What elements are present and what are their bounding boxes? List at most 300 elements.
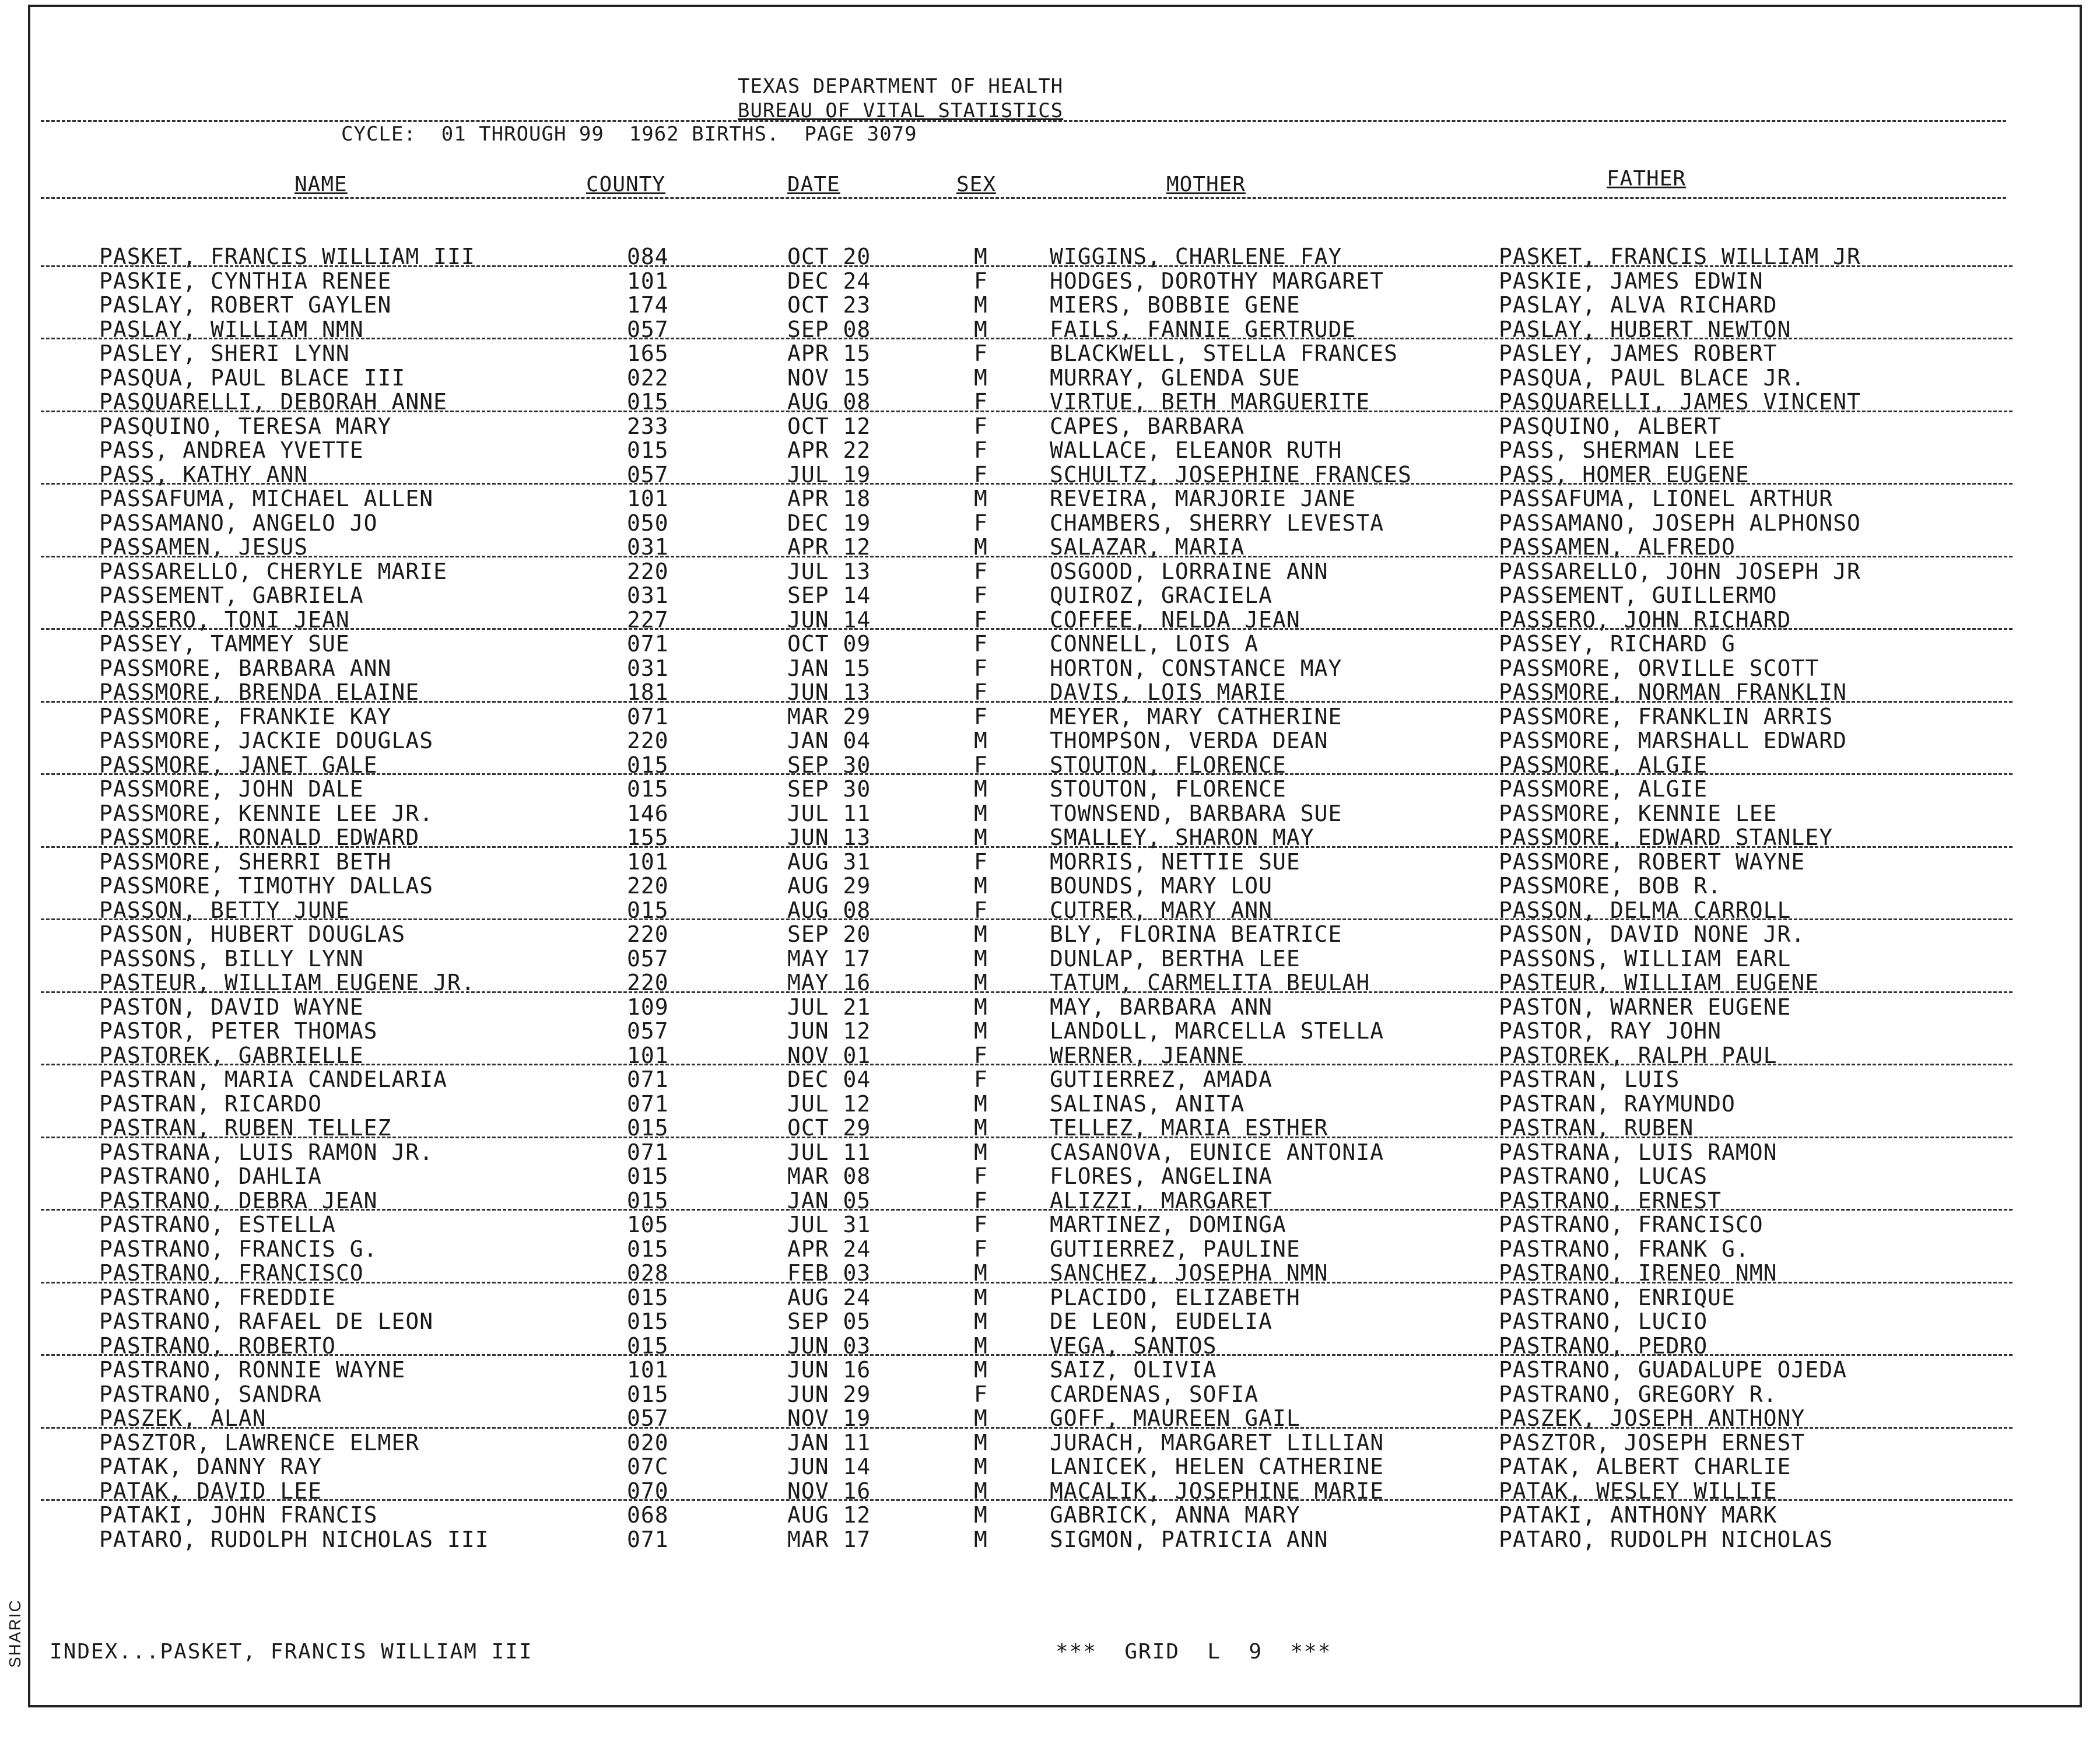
cell-name: PASSMORE, BARBARA ANN bbox=[99, 655, 392, 681]
cell-father: PASSMORE, MARSHALL EDWARD bbox=[1499, 728, 1847, 753]
cell-father: PASSMORE, NORMAN FRANKLIN bbox=[1499, 679, 1847, 705]
cell-county: 057 bbox=[627, 1018, 669, 1044]
table-row bbox=[0, 342, 2100, 366]
cell-father: PASSEY, RICHARD G bbox=[1499, 631, 1736, 657]
cell-county: 220 bbox=[627, 970, 669, 995]
cell-father: PASSONS, WILLIAM EARL bbox=[1499, 945, 1792, 972]
cell-name: PASTOREK, GABRIELLE bbox=[99, 1042, 364, 1068]
cell-father: PASTRANO, GREGORY R. bbox=[1499, 1381, 1778, 1407]
cell-mother: FLORES, ANGELINA bbox=[1050, 1163, 1273, 1189]
cell-mother: WIGGINS, CHARLENE FAY bbox=[1050, 244, 1342, 269]
cell-date: JUL 11 bbox=[787, 1139, 871, 1165]
cell-mother: BLACKWELL, STELLA FRANCES bbox=[1050, 341, 1398, 366]
cell-date: MAY 17 bbox=[787, 945, 871, 972]
cell-mother: REVEIRA, MARJORIE JANE bbox=[1050, 486, 1356, 511]
cell-county: 084 bbox=[627, 244, 669, 269]
cell-name: PASTRANO, ESTELLA bbox=[99, 1212, 336, 1237]
cell-name: PASSMORE, BRENDA ELAINE bbox=[99, 679, 420, 705]
cell-date: SEP 08 bbox=[787, 316, 871, 342]
cell-date: SEP 30 bbox=[787, 752, 871, 778]
cell-sex: F bbox=[974, 1042, 988, 1068]
table-row bbox=[0, 899, 2100, 923]
cell-date: AUG 31 bbox=[787, 848, 871, 875]
cell-name: PASTRANO, DEBRA JEAN bbox=[99, 1187, 378, 1214]
cell-mother: MIERS, BOBBIE GENE bbox=[1050, 292, 1300, 318]
cell-mother: STOUTON, FLORENCE bbox=[1050, 776, 1286, 802]
cell-sex: M bbox=[974, 534, 988, 560]
cell-date: OCT 12 bbox=[787, 413, 871, 439]
table-row bbox=[0, 560, 2100, 584]
cell-name: PASTRAN, RICARDO bbox=[99, 1090, 322, 1117]
cell-county: 015 bbox=[627, 1284, 669, 1310]
cell-mother: QUIROZ, GRACIELA bbox=[1050, 583, 1273, 608]
cell-date: APR 18 bbox=[787, 486, 871, 511]
cell-county: 050 bbox=[627, 510, 669, 536]
cell-sex: F bbox=[974, 1187, 988, 1214]
cell-date: JUL 19 bbox=[787, 461, 871, 488]
table-row bbox=[0, 535, 2100, 560]
column-header-rule bbox=[41, 197, 2006, 199]
table-row bbox=[0, 850, 2100, 875]
cell-name: PASSEY, TAMMEY SUE bbox=[99, 631, 350, 657]
cell-date: APR 22 bbox=[787, 437, 871, 463]
table-row bbox=[0, 971, 2100, 995]
cell-county: 057 bbox=[627, 1405, 669, 1431]
cell-father: PASTRANO, ERNEST bbox=[1499, 1187, 1722, 1214]
cell-father: PASSARELLO, JOHN JOSEPH JR bbox=[1499, 558, 1861, 584]
cell-county: 220 bbox=[627, 873, 669, 899]
cell-county: 015 bbox=[627, 1309, 669, 1334]
cell-date: JAN 05 bbox=[787, 1187, 871, 1214]
cell-father: PASSERO, JOHN RICHARD bbox=[1499, 606, 1792, 633]
cell-county: 015 bbox=[627, 1187, 669, 1214]
table-row bbox=[0, 826, 2100, 850]
table-row bbox=[0, 729, 2100, 753]
cell-sex: M bbox=[974, 364, 988, 391]
cell-county: 220 bbox=[627, 921, 669, 947]
table-row bbox=[0, 245, 2100, 269]
cell-sex: M bbox=[974, 728, 988, 753]
cell-father: PASTRANO, LUCAS bbox=[1499, 1163, 1708, 1189]
table-row bbox=[0, 1431, 2100, 1456]
cell-date: JUL 31 bbox=[787, 1212, 871, 1237]
cell-date: MAR 17 bbox=[787, 1526, 871, 1552]
cell-sex: M bbox=[974, 244, 988, 269]
cell-sex: F bbox=[974, 1163, 988, 1189]
cell-sex: F bbox=[974, 703, 988, 730]
cell-date: JUN 12 bbox=[787, 1018, 871, 1044]
table-row bbox=[0, 1261, 2100, 1286]
cell-father: PASTOR, RAY JOHN bbox=[1499, 1018, 1722, 1044]
cell-date: JAN 15 bbox=[787, 655, 871, 681]
cell-date: JUN 13 bbox=[787, 679, 871, 705]
cell-name: PATAKI, JOHN FRANCIS bbox=[99, 1502, 378, 1528]
cell-name: PASSAMANO, ANGELO JO bbox=[99, 510, 378, 536]
cell-mother: CUTRER, MARY ANN bbox=[1050, 897, 1273, 923]
cell-father: PASKIE, JAMES EDWIN bbox=[1499, 268, 1764, 294]
footer-grid: *** GRID L 9 *** bbox=[1056, 1640, 1332, 1664]
cell-mother: SAIZ, OLIVIA bbox=[1050, 1357, 1217, 1383]
cell-date: JUN 14 bbox=[787, 1454, 871, 1479]
cell-date: MAR 29 bbox=[787, 703, 871, 730]
cell-county: 070 bbox=[627, 1478, 669, 1504]
cell-mother: VEGA, SANTOS bbox=[1050, 1332, 1217, 1359]
cell-mother: ALIZZI, MARGARET bbox=[1050, 1187, 1273, 1214]
cell-father: PASTRANA, LUIS RAMON bbox=[1499, 1139, 1778, 1165]
cell-county: 031 bbox=[627, 583, 669, 608]
table-row bbox=[0, 923, 2100, 947]
table-row bbox=[0, 1310, 2100, 1334]
cell-sex: M bbox=[974, 1332, 988, 1359]
table-row bbox=[0, 1116, 2100, 1141]
table-row bbox=[0, 1455, 2100, 1479]
column-header-county: COUNTY bbox=[586, 173, 666, 197]
cell-county: 015 bbox=[627, 1236, 669, 1262]
cell-father: PASTRANO, FRANK G. bbox=[1499, 1236, 1750, 1262]
cell-sex: F bbox=[974, 606, 988, 633]
cell-name: PASZTOR, LAWRENCE ELMER bbox=[99, 1429, 420, 1456]
cell-sex: F bbox=[974, 268, 988, 294]
table-row bbox=[0, 1019, 2100, 1044]
cell-father: PASZTOR, JOSEPH ERNEST bbox=[1499, 1429, 1805, 1456]
cell-name: PATARO, RUDOLPH NICHOLAS III bbox=[99, 1526, 489, 1552]
cell-father: PASTRANO, FRANCISCO bbox=[1499, 1212, 1764, 1237]
cell-father: PASSAMANO, JOSEPH ALPHONSO bbox=[1499, 510, 1861, 536]
cell-county: 071 bbox=[627, 1090, 669, 1117]
cell-mother: MURRAY, GLENDA SUE bbox=[1050, 364, 1300, 391]
cell-mother: SIGMON, PATRICIA ANN bbox=[1050, 1526, 1328, 1552]
cell-mother: CAPES, BARBARA bbox=[1050, 413, 1245, 439]
cell-county: 146 bbox=[627, 800, 669, 826]
cell-name: PASKIE, CYNTHIA RENEE bbox=[99, 268, 392, 294]
table-row bbox=[0, 608, 2100, 633]
table-row bbox=[0, 439, 2100, 463]
cell-date: APR 24 bbox=[787, 1236, 871, 1262]
cell-county: 109 bbox=[627, 994, 669, 1020]
cell-county: 101 bbox=[627, 268, 669, 294]
cell-mother: HORTON, CONSTANCE MAY bbox=[1050, 655, 1342, 681]
cell-date: APR 15 bbox=[787, 341, 871, 366]
cell-date: JUN 16 bbox=[787, 1357, 871, 1383]
table-row bbox=[0, 463, 2100, 488]
cell-sex: F bbox=[974, 1381, 988, 1407]
cell-name: PASLAY, WILLIAM NMN bbox=[99, 316, 364, 342]
cell-name: PASLEY, SHERI LYNN bbox=[99, 341, 350, 366]
cell-name: PASTRANO, SANDRA bbox=[99, 1381, 322, 1407]
cell-sex: F bbox=[974, 461, 988, 488]
cell-date: NOV 15 bbox=[787, 364, 871, 391]
cell-mother: DAVIS, LOIS MARIE bbox=[1050, 679, 1286, 705]
header-rule bbox=[41, 120, 2006, 122]
table-row bbox=[0, 1286, 2100, 1310]
cell-county: 233 bbox=[627, 413, 669, 439]
cell-father: PASLAY, HUBERT NEWTON bbox=[1499, 316, 1792, 342]
cell-mother: SMALLEY, SHARON MAY bbox=[1050, 825, 1314, 850]
cell-county: 031 bbox=[627, 534, 669, 560]
cell-date: NOV 19 bbox=[787, 1405, 871, 1431]
table-row bbox=[0, 681, 2100, 705]
cell-date: SEP 14 bbox=[787, 583, 871, 608]
cell-date: APR 12 bbox=[787, 534, 871, 560]
cell-county: 015 bbox=[627, 1381, 669, 1407]
cell-name: PASSMORE, JACKIE DOUGLAS bbox=[99, 728, 434, 753]
cell-mother: WERNER, JEANNE bbox=[1050, 1042, 1245, 1068]
table-row bbox=[0, 390, 2100, 415]
cell-sex: F bbox=[974, 341, 988, 366]
cell-county: 015 bbox=[627, 437, 669, 463]
cell-county: 101 bbox=[627, 1357, 669, 1383]
cell-mother: TATUM, CARMELITA BEULAH bbox=[1050, 970, 1370, 995]
cell-sex: M bbox=[974, 970, 988, 995]
cell-sex: F bbox=[974, 510, 988, 536]
cell-county: 028 bbox=[627, 1260, 669, 1286]
table-row bbox=[0, 293, 2100, 318]
cell-county: 105 bbox=[627, 1212, 669, 1237]
cell-county: 015 bbox=[627, 752, 669, 778]
cell-mother: TELLEZ, MARIA ESTHER bbox=[1050, 1115, 1328, 1141]
cell-name: PASSARELLO, CHERYLE MARIE bbox=[99, 558, 447, 584]
table-row bbox=[0, 1165, 2100, 1189]
cell-name: PASZEK, ALAN bbox=[99, 1405, 267, 1431]
cell-sex: M bbox=[974, 1260, 988, 1286]
cell-county: 071 bbox=[627, 1139, 669, 1165]
cell-county: 071 bbox=[627, 1067, 669, 1092]
cell-date: OCT 29 bbox=[787, 1115, 871, 1141]
cell-name: PASTRANO, FRANCIS G. bbox=[99, 1236, 378, 1262]
cell-date: SEP 05 bbox=[787, 1309, 871, 1334]
cell-sex: M bbox=[974, 1309, 988, 1334]
cell-mother: CASANOVA, EUNICE ANTONIA bbox=[1050, 1139, 1384, 1165]
cell-sex: M bbox=[974, 1478, 988, 1504]
cell-date: NOV 01 bbox=[787, 1042, 871, 1068]
cell-sex: M bbox=[974, 1526, 988, 1552]
table-row bbox=[0, 995, 2100, 1020]
cell-father: PATAKI, ANTHONY MARK bbox=[1499, 1502, 1778, 1528]
cell-sex: M bbox=[974, 873, 988, 899]
table-row bbox=[0, 1479, 2100, 1504]
cell-name: PASTRAN, RUBEN TELLEZ bbox=[99, 1115, 392, 1141]
cell-name: PASSON, HUBERT DOUGLAS bbox=[99, 921, 406, 947]
cell-date: DEC 04 bbox=[787, 1067, 871, 1092]
cell-sex: F bbox=[974, 1212, 988, 1237]
cell-date: MAR 08 bbox=[787, 1163, 871, 1189]
cell-father: PASSON, DAVID NONE JR. bbox=[1499, 921, 1805, 947]
cell-name: PASS, ANDREA YVETTE bbox=[99, 437, 364, 463]
cell-sex: F bbox=[974, 389, 988, 415]
cell-mother: LANICEK, HELEN CATHERINE bbox=[1050, 1454, 1384, 1479]
footer-index: INDEX...PASKET, FRANCIS WILLIAM III bbox=[50, 1640, 533, 1664]
cell-mother: WALLACE, ELEANOR RUTH bbox=[1050, 437, 1342, 463]
cell-father: PASTRAN, LUIS bbox=[1499, 1067, 1680, 1092]
cell-mother: CONNELL, LOIS A bbox=[1050, 631, 1259, 657]
cell-county: 220 bbox=[627, 728, 669, 753]
cell-date: OCT 23 bbox=[787, 292, 871, 318]
cell-mother: CHAMBERS, SHERRY LEVESTA bbox=[1050, 510, 1384, 536]
cell-county: 101 bbox=[627, 848, 669, 875]
cell-name: PASTRANO, RAFAEL DE LEON bbox=[99, 1309, 434, 1334]
cell-father: PATAK, WESLEY WILLIE bbox=[1499, 1478, 1778, 1504]
cell-sex: F bbox=[974, 897, 988, 923]
column-header-mother: MOTHER bbox=[1166, 173, 1246, 197]
table-row bbox=[0, 1044, 2100, 1068]
cell-county: 057 bbox=[627, 316, 669, 342]
table-row bbox=[0, 1092, 2100, 1117]
cell-father: PASTRANO, PEDRO bbox=[1499, 1332, 1708, 1359]
cell-date: SEP 20 bbox=[787, 921, 871, 947]
births-table bbox=[0, 245, 2100, 1552]
cell-name: PASSEMENT, GABRIELA bbox=[99, 583, 364, 608]
table-row bbox=[0, 632, 2100, 657]
cell-date: DEC 19 bbox=[787, 510, 871, 536]
cell-sex: M bbox=[974, 1429, 988, 1456]
table-row bbox=[0, 753, 2100, 778]
cell-mother: CARDENAS, SOFIA bbox=[1050, 1381, 1259, 1407]
cell-father: PASSAFUMA, LIONEL ARTHUR bbox=[1499, 486, 1833, 511]
cell-father: PASLAY, ALVA RICHARD bbox=[1499, 292, 1778, 318]
cell-name: PASTEUR, WILLIAM EUGENE JR. bbox=[99, 970, 475, 995]
cell-sex: M bbox=[974, 1502, 988, 1528]
cell-date: AUG 08 bbox=[787, 389, 871, 415]
column-header-father: FATHER bbox=[1607, 167, 1687, 191]
table-row bbox=[0, 1141, 2100, 1165]
table-row bbox=[0, 1407, 2100, 1431]
table-row bbox=[0, 1334, 2100, 1359]
cell-mother: STOUTON, FLORENCE bbox=[1050, 752, 1286, 778]
table-row bbox=[0, 777, 2100, 802]
cell-mother: LANDOLL, MARCELLA STELLA bbox=[1050, 1018, 1384, 1044]
cell-father: PASQUINO, ALBERT bbox=[1499, 413, 1722, 439]
cell-date: JUL 13 bbox=[787, 558, 871, 584]
cell-sex: F bbox=[974, 437, 988, 463]
cell-sex: M bbox=[974, 994, 988, 1020]
cell-mother: COFFEE, NELDA JEAN bbox=[1050, 606, 1300, 633]
cell-date: JAN 11 bbox=[787, 1429, 871, 1456]
cell-sex: M bbox=[974, 486, 988, 511]
cell-mother: THOMPSON, VERDA DEAN bbox=[1050, 728, 1328, 753]
cell-county: 015 bbox=[627, 897, 669, 923]
cell-father: PASSMORE, ALGIE bbox=[1499, 776, 1708, 802]
cell-name: PASTRANO, RONNIE WAYNE bbox=[99, 1357, 406, 1383]
table-row bbox=[0, 874, 2100, 899]
cell-mother: MEYER, MARY CATHERINE bbox=[1050, 703, 1342, 730]
cell-county: 031 bbox=[627, 655, 669, 681]
cell-father: PASSMORE, FRANKLIN ARRIS bbox=[1499, 703, 1833, 730]
cell-name: PASTRANO, DAHLIA bbox=[99, 1163, 322, 1189]
cell-mother: SALINAS, ANITA bbox=[1050, 1090, 1245, 1117]
cell-county: 181 bbox=[627, 679, 669, 705]
cell-sex: F bbox=[974, 679, 988, 705]
cell-date: OCT 09 bbox=[787, 631, 871, 657]
cell-county: 015 bbox=[627, 776, 669, 802]
cell-mother: DUNLAP, BERTHA LEE bbox=[1050, 945, 1300, 972]
cell-date: SEP 30 bbox=[787, 776, 871, 802]
cell-date: AUG 12 bbox=[787, 1502, 871, 1528]
cell-mother: MARTINEZ, DOMINGA bbox=[1050, 1212, 1286, 1237]
cell-sex: M bbox=[974, 1115, 988, 1141]
cell-county: 015 bbox=[627, 389, 669, 415]
cell-mother: MAY, BARBARA ANN bbox=[1050, 994, 1273, 1020]
cell-name: PASSMORE, JOHN DALE bbox=[99, 776, 364, 802]
cell-mother: SANCHEZ, JOSEPHA NMN bbox=[1050, 1260, 1328, 1286]
table-row bbox=[0, 657, 2100, 681]
cell-father: PASTRANO, GUADALUPE OJEDA bbox=[1499, 1357, 1847, 1383]
cell-mother: MACALIK, JOSEPHINE MARIE bbox=[1050, 1478, 1384, 1504]
cell-county: 165 bbox=[627, 341, 669, 366]
cell-mother: SCHULTZ, JOSEPHINE FRANCES bbox=[1050, 461, 1412, 488]
table-row bbox=[0, 705, 2100, 730]
cell-name: PASSMORE, FRANKIE KAY bbox=[99, 703, 392, 730]
cell-mother: DE LEON, EUDELIA bbox=[1050, 1309, 1273, 1334]
cell-county: 068 bbox=[627, 1502, 669, 1528]
cell-father: PASTOREK, RALPH PAUL bbox=[1499, 1042, 1778, 1068]
table-row bbox=[0, 1383, 2100, 1407]
cell-date: DEC 24 bbox=[787, 268, 871, 294]
header-department: TEXAS DEPARTMENT OF HEALTH bbox=[738, 75, 1064, 98]
cell-sex: F bbox=[974, 558, 988, 584]
cell-sex: M bbox=[974, 292, 988, 318]
cell-mother: GUTIERREZ, AMADA bbox=[1050, 1067, 1273, 1092]
cell-date: MAY 16 bbox=[787, 970, 871, 995]
cell-sex: F bbox=[974, 848, 988, 875]
cell-county: 101 bbox=[627, 1042, 669, 1068]
cell-sex: F bbox=[974, 413, 988, 439]
cell-name: PASTRANO, ROBERTO bbox=[99, 1332, 336, 1359]
column-header-date: DATE bbox=[787, 173, 840, 197]
cell-name: PASKET, FRANCIS WILLIAM III bbox=[99, 244, 475, 269]
cell-sex: M bbox=[974, 1405, 988, 1431]
cell-county: 07C bbox=[627, 1454, 669, 1479]
cell-father: PASTRANO, ENRIQUE bbox=[1499, 1284, 1736, 1310]
cell-mother: GOFF, MAUREEN GAIL bbox=[1050, 1405, 1300, 1431]
cell-father: PATAK, ALBERT CHARLIE bbox=[1499, 1454, 1792, 1479]
cell-mother: BOUNDS, MARY LOU bbox=[1050, 873, 1273, 899]
cell-county: 220 bbox=[627, 558, 669, 584]
cell-sex: M bbox=[974, 800, 988, 826]
table-row bbox=[0, 1213, 2100, 1237]
cell-county: 057 bbox=[627, 945, 669, 972]
cell-sex: F bbox=[974, 631, 988, 657]
table-row bbox=[0, 487, 2100, 511]
cell-father: PASKET, FRANCIS WILLIAM JR bbox=[1499, 244, 1861, 269]
cell-date: AUG 29 bbox=[787, 873, 871, 899]
cell-father: PASSMORE, KENNIE LEE bbox=[1499, 800, 1778, 826]
cell-date: NOV 16 bbox=[787, 1478, 871, 1504]
cell-father: PASS, HOMER EUGENE bbox=[1499, 461, 1750, 488]
cell-date: JUN 29 bbox=[787, 1381, 871, 1407]
cell-name: PASSONS, BILLY LYNN bbox=[99, 945, 364, 972]
table-row bbox=[0, 366, 2100, 391]
cell-date: FEB 03 bbox=[787, 1260, 871, 1286]
cell-father: PASSMORE, BOB R. bbox=[1499, 873, 1722, 899]
cell-name: PASQUINO, TERESA MARY bbox=[99, 413, 392, 439]
cell-name: PATAK, DANNY RAY bbox=[99, 1454, 322, 1479]
cell-date: JUL 12 bbox=[787, 1090, 871, 1117]
cell-sex: F bbox=[974, 1236, 988, 1262]
cell-county: 071 bbox=[627, 631, 669, 657]
cell-name: PASSMORE, TIMOTHY DALLAS bbox=[99, 873, 434, 899]
table-row bbox=[0, 1358, 2100, 1383]
cell-county: 020 bbox=[627, 1429, 669, 1456]
table-row bbox=[0, 1068, 2100, 1092]
cell-name: PASTRANA, LUIS RAMON JR. bbox=[99, 1139, 434, 1165]
cell-mother: PLACIDO, ELIZABETH bbox=[1050, 1284, 1300, 1310]
cell-sex: M bbox=[974, 1454, 988, 1479]
cell-date: JUL 11 bbox=[787, 800, 871, 826]
cell-father: PASSMORE, ALGIE bbox=[1499, 752, 1708, 778]
cell-mother: TOWNSEND, BARBARA SUE bbox=[1050, 800, 1342, 826]
cell-father: PASSMORE, EDWARD STANLEY bbox=[1499, 825, 1833, 850]
cell-father: PASQUA, PAUL BLACE JR. bbox=[1499, 364, 1805, 391]
